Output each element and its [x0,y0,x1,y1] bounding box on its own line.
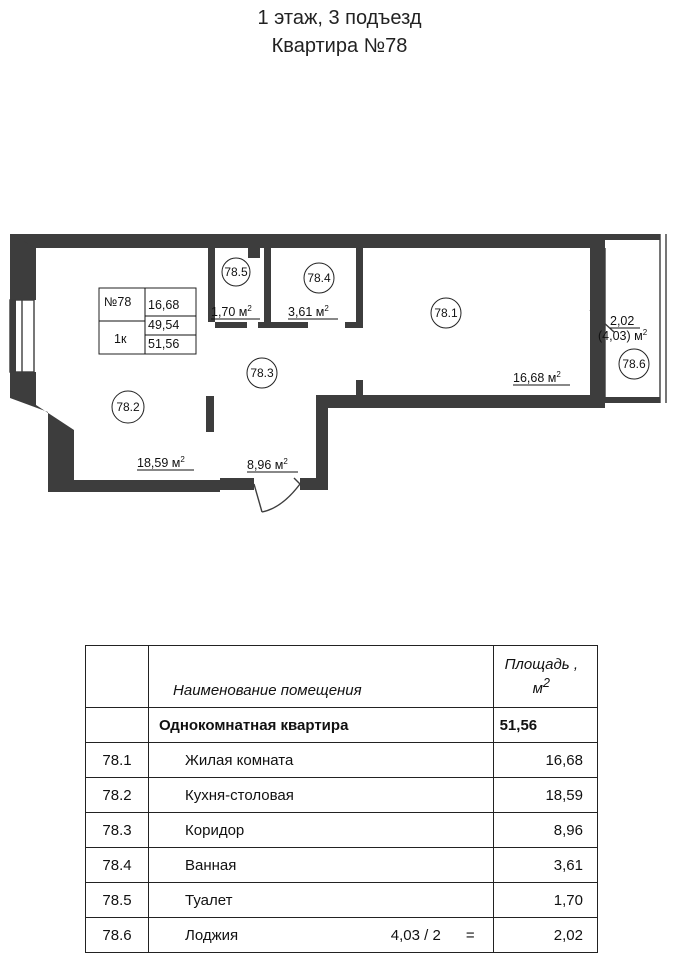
entrance-door [254,478,300,512]
room-id: 78.1 [86,743,149,778]
apartment-summary-box [99,288,196,354]
room-name: Коридор [149,813,494,848]
wall-bath-bottom-left [258,322,308,328]
room-schedule-table [85,645,598,953]
outer-wall-bottom-left [48,480,220,492]
room-id: 78.4 [86,848,149,883]
table-row [86,778,598,813]
area-label-786-half: 2,02 [610,314,635,328]
room-name: Ванная [149,848,494,883]
outer-wall-bottom-corridor [220,478,254,490]
room-tag-783: 78.3 [250,366,274,380]
area-labels [137,304,648,472]
room-name-with-calc [149,918,494,953]
area-label-785: 1,70 $м^2$ [211,304,252,319]
apt-rooms: 1к [114,332,127,346]
wall-wc-bath [264,248,271,322]
outer-wall-left-window-frame [10,300,16,372]
loggia-pier [590,268,605,308]
table-header-area: Площадь , $м^2$ [493,646,597,708]
wall-wc-bottom [215,322,247,328]
table-row [86,848,598,883]
room-name: Лоджия [185,926,239,944]
table-summary-row [86,708,598,743]
area-label-786-full: (4,03) $м^2$ [598,328,648,343]
room-name: Жилая комната [149,743,494,778]
area-label-783: 8,96 $м^2$ [247,457,288,472]
summary-value: 51,56 [493,708,597,743]
apt-total-with-loggia: 51,56 [148,337,180,351]
wall-kitchen-corridor [206,396,214,432]
table-row [86,813,598,848]
area-label-781: 16,68 $м^2$ [513,370,561,385]
room-area: 18,59 [493,778,597,813]
table-header-row [86,646,598,708]
table-row [86,743,598,778]
room-name: Кухня-столовая [149,778,494,813]
apt-living-area: 16,68 [148,298,180,312]
room-tag-785: 78.5 [224,265,248,279]
apt-number: №78 [104,295,132,309]
loggia-wall-bottom [605,397,660,403]
room-id: 78.2 [86,778,149,813]
room-tag-786: 78.6 [622,357,646,371]
loggia-calc: 4,03 / 2 = [390,926,475,944]
summary-label: Однокомнатная квартира [149,708,494,743]
room-id: 78.5 [86,883,149,918]
room-name: Туалет [149,883,494,918]
room-area: 1,70 [493,883,597,918]
table-row [86,883,598,918]
apt-total-area: 49,54 [148,318,180,332]
outer-wall-left-lower [10,372,74,490]
wall-wc-stub [248,248,260,258]
room-id: 78.6 [86,918,149,953]
outer-wall-top [10,234,605,258]
room-tag-784: 78.4 [307,271,331,285]
walls [10,234,660,492]
room-tag-782: 78.2 [116,400,140,414]
room-id: 78.3 [86,813,149,848]
room-area: 8,96 [493,813,597,848]
loggia-wall-top [605,234,660,240]
room-area: 3,61 [493,848,597,883]
apartment-title: Квартира №78 [271,35,408,57]
table-row [86,918,598,953]
outer-wall-step [316,395,605,490]
area-label-782: 18,59 $м^2$ [137,455,185,470]
room-area: 16,68 [493,743,597,778]
wall-room-stub [356,380,363,395]
wall-bath-right [356,248,363,328]
area-label-784: 3,61 $м^2$ [288,304,329,319]
table-header-name: Наименование помещения [149,646,494,708]
floor-entrance-title: 1 этаж, 3 подъезд [257,7,422,29]
room-tag-781: 78.1 [434,306,458,320]
room-area: 2,02 [493,918,597,953]
